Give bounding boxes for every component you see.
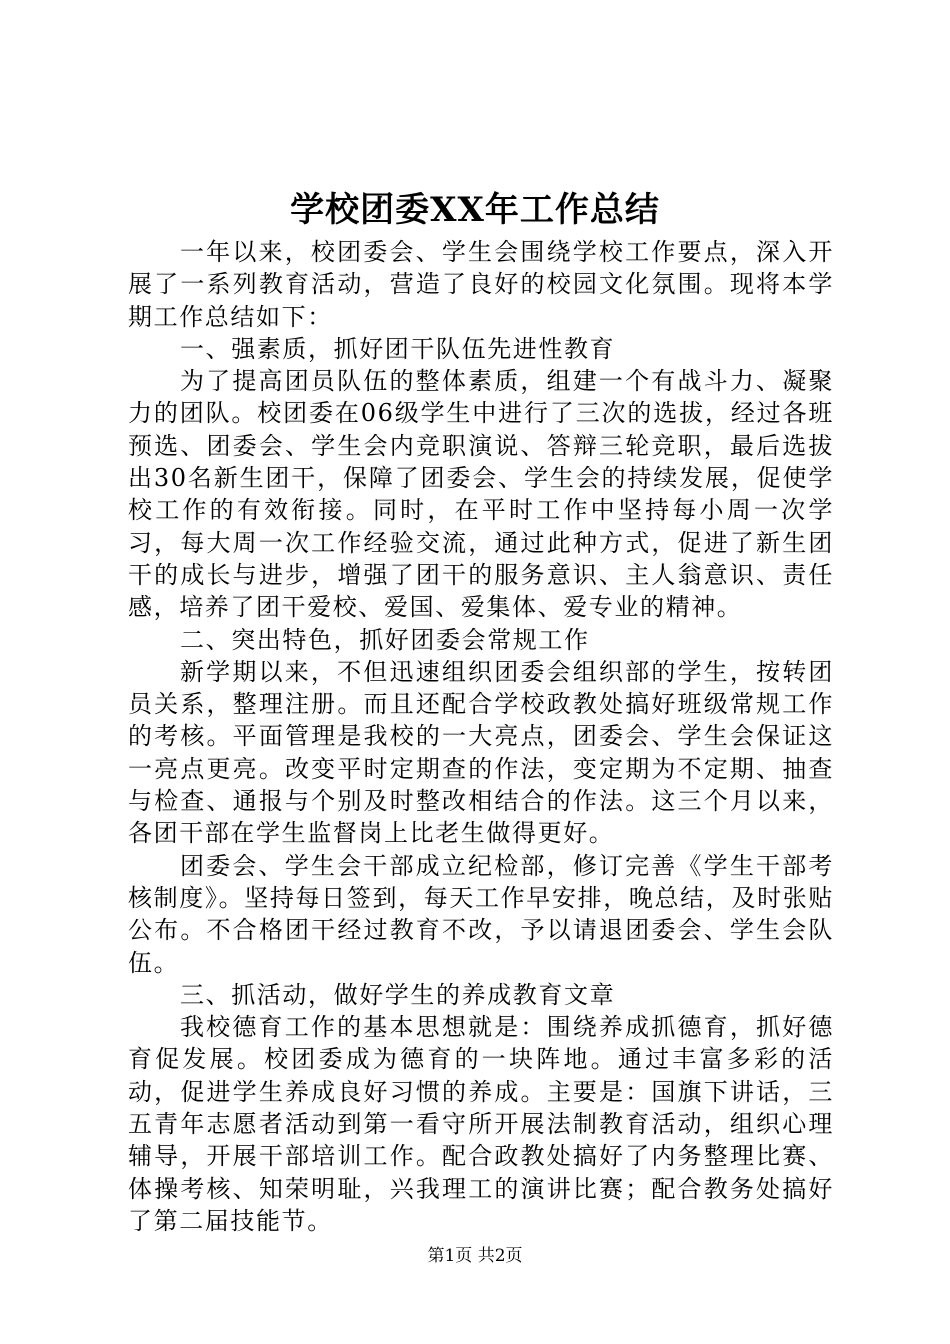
intro-paragraph: 一年以来，校团委会、学生会围绕学校工作要点，深入开展了一系列教育活动，营造了良好的校园文化氛围。现将本学期工作总结如下： — [128, 238, 834, 331]
section-1-paragraph: 为了提高团员队伍的整体素质，组建一个有战斗力、凝聚力的团队。校团委在06级学生中进行了三次的选拔，经过各班预选、团委会、学生会内竞职演说、答辩三轮竞职，最后选拔出30名新生团干，保障了团委会、学生会的持续发展，促使学校工作的有效衔接。同时，在平时工作中坚持每小周一次学习，每大周一次工作经验交流，通过此种方式，促进了新生团干的成长与进步，增强了团干的服务意识、主人翁意识、责任感，培养了团干爱校、爱国、爱集体、爱专业的精神。 — [128, 367, 834, 622]
document-title: 学校团委XX年工作总结 — [290, 190, 660, 230]
page-number-footer: 第1页 共2页 — [427, 1246, 523, 1266]
section-heading-1: 一、强素质，抓好团干队伍先进性教育 — [180, 334, 616, 363]
section-heading-2: 二、突出特色，抓好团委会常规工作 — [180, 625, 590, 654]
section-2-paragraph-1: 新学期以来，不但迅速组织团委会组织部的学生，按转团员关系，整理注册。而且还配合学校政教处搞好班级常规工作的考核。平面管理是我校的一大亮点，团委会、学生会保证这一亮点更亮。改变平时定期查的作法，变定期为不定期、抽查与检查、通报与个别及时整改相结合的作法。这三个月以来，各团干部在学生监督岗上比老生做得更好。 — [128, 657, 834, 848]
document-body — [128, 236, 834, 1237]
section-3-paragraph: 我校德育工作的基本思想就是：围绕养成抓德育，抓好德育促发展。校团委成为德育的一块阵地。通过丰富多彩的活动，促进学生养成良好习惯的养成。主要是：国旗下讲话，三五青年志愿者活动到第一看守所开展法制教育活动，组织心理辅导，开展干部培训工作。配合政教处搞好了内务整理比赛、体操考核、知荣明耻，兴我理工的演讲比赛；配合教务处搞好了第二届技能节。 — [128, 1013, 834, 1235]
section-heading-3: 三、抓活动，做好学生的养成教育文章 — [180, 980, 616, 1009]
section-2-paragraph-2: 团委会、学生会干部成立纪检部，修订完善《学生干部考核制度》。坚持每日签到，每天工作早安排，晚总结，及时张贴公布。不合格团干经过教育不改，予以请退团委会、学生会队伍。 — [128, 851, 834, 977]
